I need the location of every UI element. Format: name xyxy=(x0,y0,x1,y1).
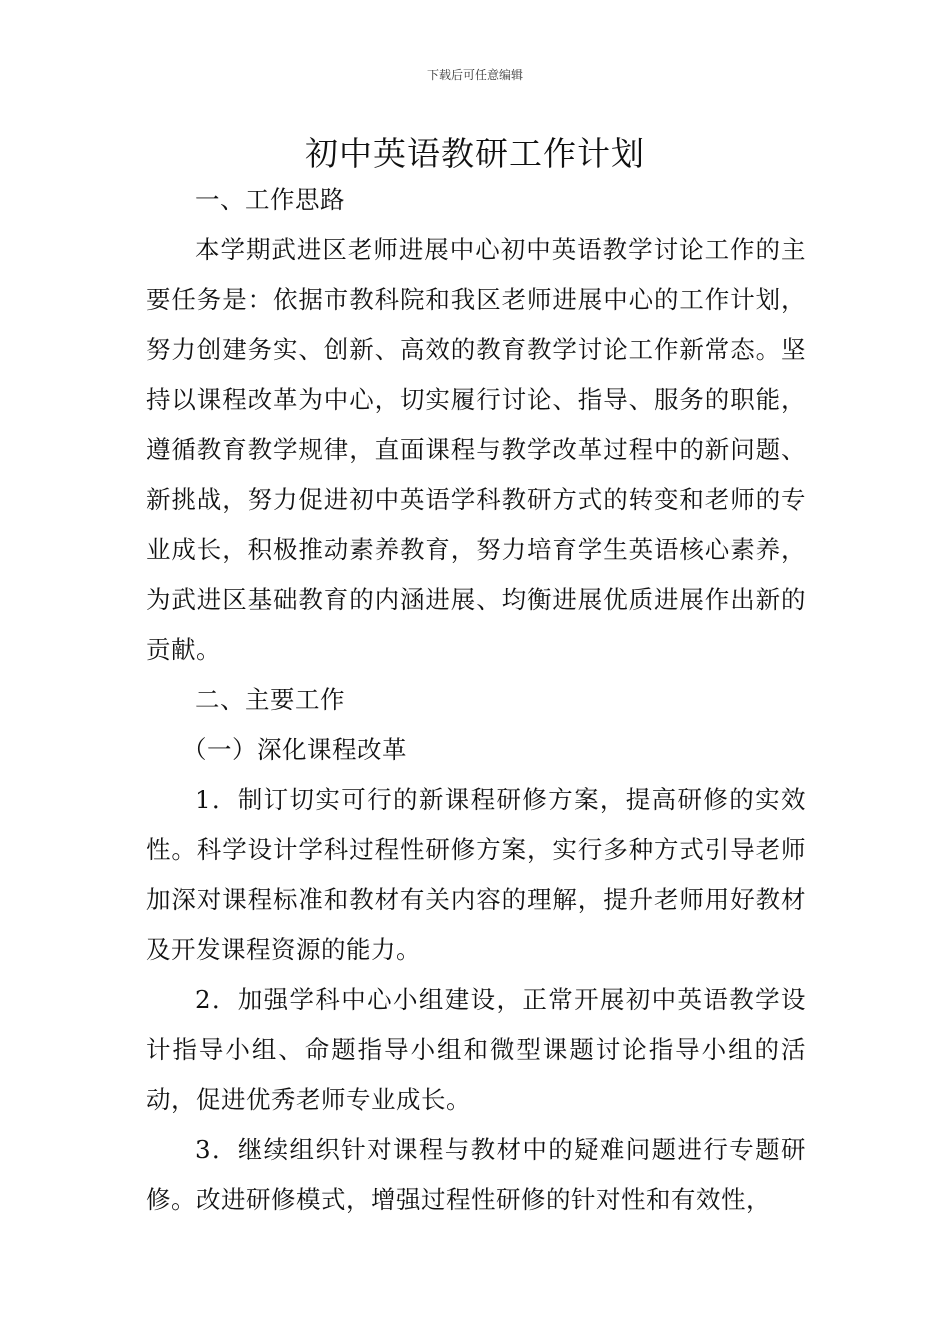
paragraph-work-ideas: 本学期武进区老师进展中心初中英语教学讨论工作的主要任务是：依据市教科院和我区老师进展中心的工作计划，努力创建务实、创新、高效的教育教学讨论工作新常态。坚持以课程改革为中心，切实履行讨论、指导、服务的职能，遵循教育教学规律，直面课程与教学改革过程中的新问题、新挑战，努力促进初中英语学科教研方式的转变和老师的专业成长，积极推动素养教育，努力培育学生英语核心素养，为武进区基础教育的内涵进展、均衡进展优质进展作出新的贡献。 xyxy=(146,235,806,664)
subsection-heading-curriculum-reform: （一）深化课程改革 xyxy=(182,735,407,764)
list-item: 1．制订切实可行的新课程研修方案，提高研修的实效性。科学设计学科过程性研修方案，实行多种方式引导老师加深对课程标准和教材有关内容的理解，提升老师用好教材及开发课程资源的能力。 xyxy=(146,785,806,964)
section-heading-work-ideas: 一、工作思路 xyxy=(195,185,345,214)
list-item: 2．加强学科中心小组建设，正常开展初中英语教学设计指导小组、命题指导小组和微型课题讨论指导小组的活动，促进优秀老师专业成长。 xyxy=(146,985,806,1114)
document-body xyxy=(146,175,806,1225)
header-note: 下载后可任意编辑 xyxy=(426,68,523,82)
section-heading-main-work: 二、主要工作 xyxy=(195,685,345,714)
document-title: 初中英语教研工作计划 xyxy=(305,134,645,173)
list-item: 3．继续组织针对课程与教材中的疑难问题进行专题研修。改进研修模式，增强过程性研修的针对性和有效性， xyxy=(146,1135,806,1214)
